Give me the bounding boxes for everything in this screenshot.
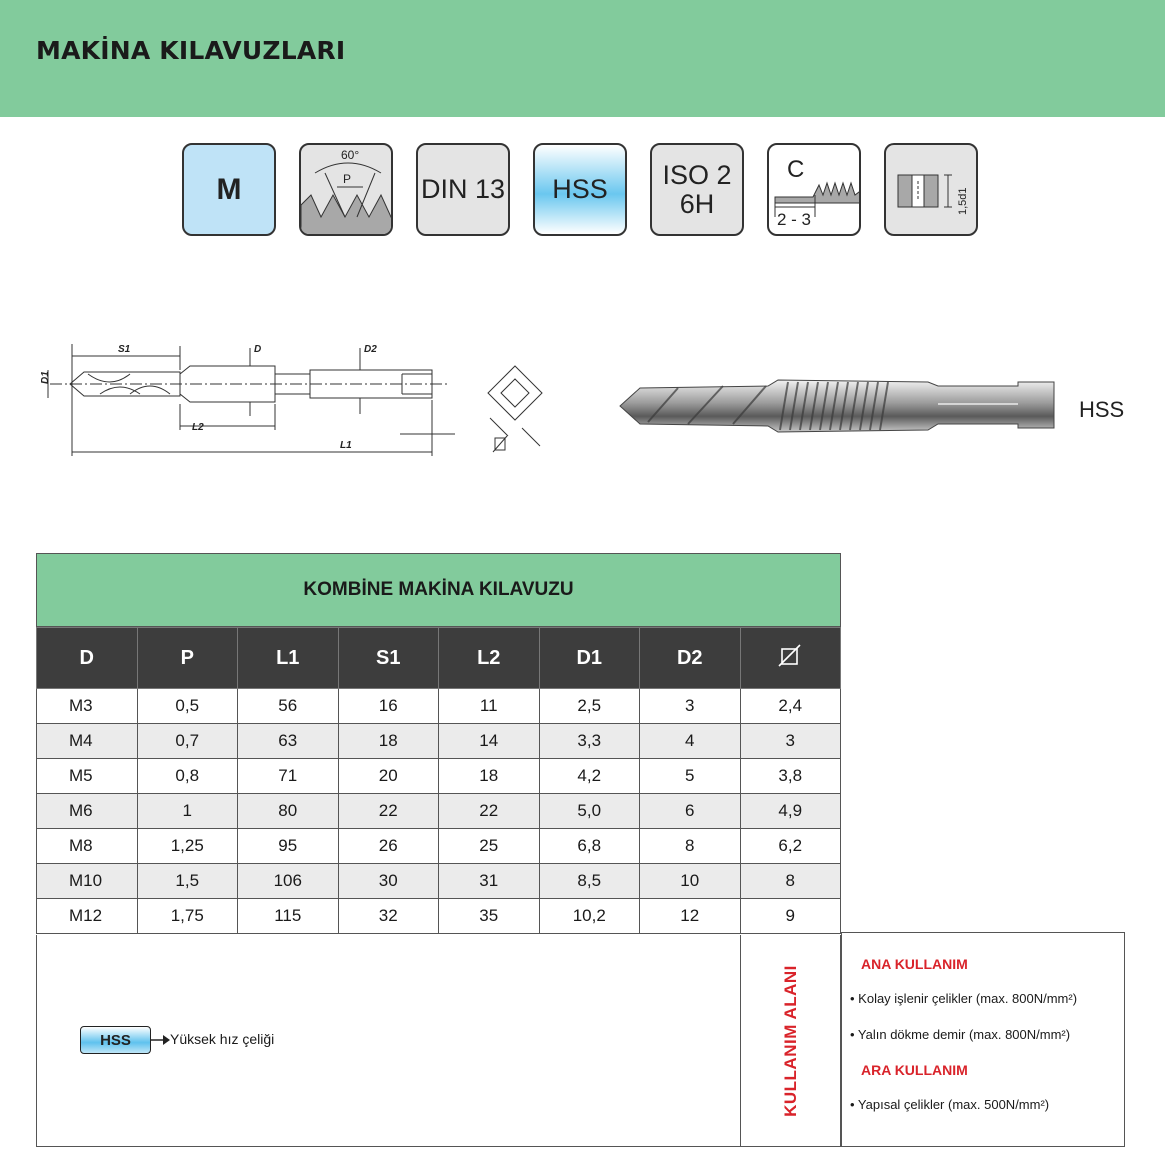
standard-icon [416, 143, 510, 236]
table-cell: 12 [640, 899, 741, 934]
legend-text: Yüksek hız çeliği [170, 1031, 275, 1047]
primary-usage-item: • Yalın dökme demir (max. 800N/mm²) [850, 1027, 1071, 1042]
table-cell: 10 [640, 864, 741, 899]
depth-label: 1,5d1 [957, 187, 969, 215]
thread-profile-icon [299, 143, 393, 236]
photo-caption: HSS [1079, 397, 1125, 422]
s1-label: S1 [118, 344, 131, 355]
table-cell: 0,8 [137, 759, 238, 794]
table-cell: 18 [439, 759, 540, 794]
tolerance-line2: 6H [679, 188, 715, 219]
d2-label: D2 [364, 344, 377, 355]
table-cell: 5,0 [539, 794, 640, 829]
usage-panel [841, 932, 1125, 1147]
col-header: S1 [338, 628, 439, 689]
table-cell: 1,5 [137, 864, 238, 899]
table-cell: 3,8 [740, 759, 841, 794]
d1-label: D1 [40, 371, 51, 384]
table-cell: M4 [37, 724, 138, 759]
table-cell: 4,9 [740, 794, 841, 829]
table-cell: 22 [439, 794, 540, 829]
table-cell: 18 [338, 724, 439, 759]
table-cell: 115 [238, 899, 339, 934]
l1-label: L1 [340, 440, 352, 451]
table-row [37, 899, 841, 934]
table-cell: 20 [338, 759, 439, 794]
table-cell: 25 [439, 829, 540, 864]
table-cell: 56 [238, 689, 339, 724]
table-cell: 31 [439, 864, 540, 899]
table-cell: 80 [238, 794, 339, 829]
metric-thread-icon [182, 143, 276, 236]
table-cell: 1 [137, 794, 238, 829]
tolerance-line1: ISO 2 [662, 159, 732, 190]
table-cell: 22 [338, 794, 439, 829]
col-header: D [37, 628, 138, 689]
table-row [37, 759, 841, 794]
table-title: KOMBİNE MAKİNA KILAVUZU [36, 553, 841, 627]
table-cell: 16 [338, 689, 439, 724]
table-cell: 8 [640, 829, 741, 864]
thread-type-label: M [216, 173, 242, 206]
table-row [37, 724, 841, 759]
primary-usage-item: • Kolay işlenir çelikler (max. 800N/mm²) [850, 991, 1078, 1006]
table-cell: 32 [338, 899, 439, 934]
table-row [37, 864, 841, 899]
table-cell: 8 [740, 864, 841, 899]
col-header: D2 [640, 628, 741, 689]
secondary-usage-heading: ARA KULLANIM [861, 1062, 968, 1078]
material-label: HSS [552, 174, 608, 204]
table-cell: M12 [37, 899, 138, 934]
usage-side-panel [741, 935, 841, 1147]
pitch-label: P [343, 172, 352, 186]
table-cell: 0,7 [137, 724, 238, 759]
tolerance-icon [650, 143, 744, 236]
product-photo [618, 378, 1058, 436]
table-cell: 35 [439, 899, 540, 934]
table-cell: 1,75 [137, 899, 238, 934]
table-cell: 11 [439, 689, 540, 724]
table-cell: 6 [640, 794, 741, 829]
chamfer-form-label: C [787, 156, 805, 183]
hss-badge: HSS [80, 1026, 151, 1054]
usage-side-label: KULLANIM ALANI [780, 964, 800, 1117]
table-cell: 30 [338, 864, 439, 899]
arrow-right-icon [151, 1033, 171, 1047]
primary-usage-heading: ANA KULLANIM [861, 956, 968, 972]
table-cell: 14 [439, 724, 540, 759]
page-title: MAKİNA KILAVUZLARI [36, 36, 346, 65]
secondary-usage-item: • Yapısal çelikler (max. 500N/mm²) [850, 1097, 1050, 1112]
table-row [37, 689, 841, 724]
chamfer-threads-label: 2 - 3 [777, 210, 812, 229]
table-cell: 2,4 [740, 689, 841, 724]
table-cell: 5 [640, 759, 741, 794]
table-cell: 2,5 [539, 689, 640, 724]
d-label: D [254, 344, 262, 355]
table-cell: 10,2 [539, 899, 640, 934]
square-size-icon [740, 628, 841, 689]
standard-label: DIN 13 [420, 174, 506, 204]
table-cell: 6,2 [740, 829, 841, 864]
table-cell: 106 [238, 864, 339, 899]
table-row [37, 794, 841, 829]
table-cell: 63 [238, 724, 339, 759]
technical-drawing [30, 318, 570, 503]
table-cell: 4,2 [539, 759, 640, 794]
table-cell: 71 [238, 759, 339, 794]
table-cell: M5 [37, 759, 138, 794]
table-cell: M3 [37, 689, 138, 724]
col-header: L2 [439, 628, 540, 689]
table-cell: 1,25 [137, 829, 238, 864]
table-cell: M10 [37, 864, 138, 899]
table-header-row [37, 628, 841, 689]
table-cell: 0,5 [137, 689, 238, 724]
chamfer-icon [767, 143, 861, 236]
angle-label: 60° [341, 148, 360, 162]
table-cell: 6,8 [539, 829, 640, 864]
table-row [37, 829, 841, 864]
col-header: P [137, 628, 238, 689]
table-cell: 26 [338, 829, 439, 864]
col-header: D1 [539, 628, 640, 689]
table-cell: 9 [740, 899, 841, 934]
table-cell: M8 [37, 829, 138, 864]
col-header: L1 [238, 628, 339, 689]
spec-table [36, 627, 841, 934]
l2-label: L2 [192, 422, 204, 433]
table-cell: 95 [238, 829, 339, 864]
material-icon [533, 143, 627, 236]
table-cell: M6 [37, 794, 138, 829]
table-cell: 3 [740, 724, 841, 759]
table-cell: 3 [640, 689, 741, 724]
through-hole-icon [884, 143, 978, 236]
table-cell: 3,3 [539, 724, 640, 759]
table-cell: 8,5 [539, 864, 640, 899]
table-cell: 4 [640, 724, 741, 759]
